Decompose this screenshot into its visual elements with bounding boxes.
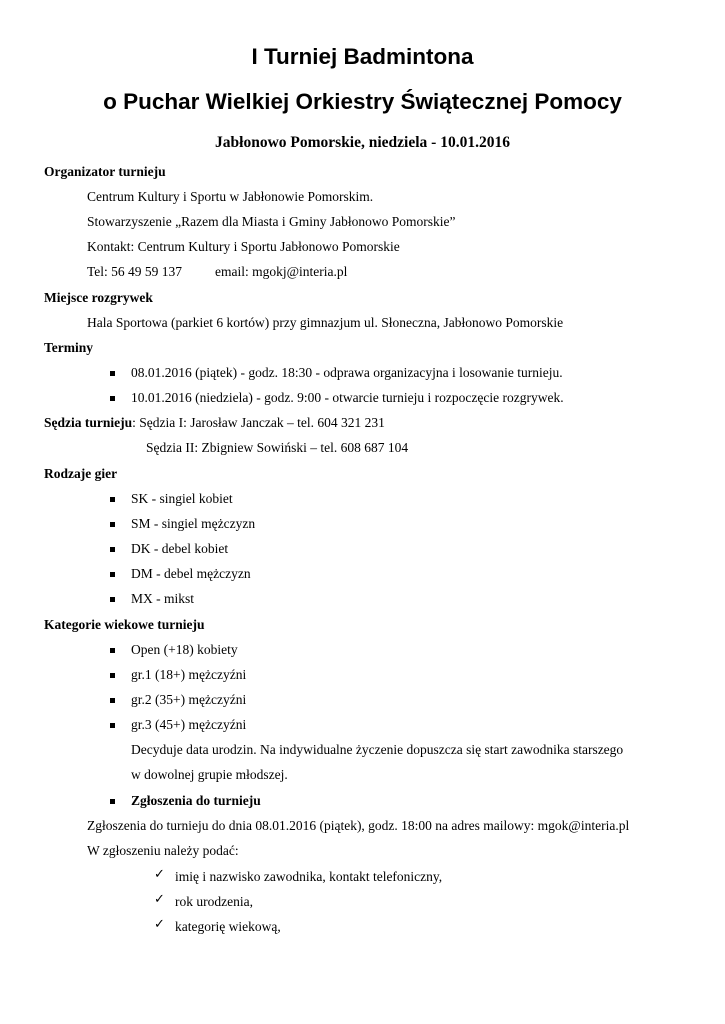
categories-heading: Kategorie wiekowe turnieju [44,617,205,632]
category-item: gr.3 (45+) mężczyźni [131,717,247,732]
organizer-email: email: mgokj@interia.pl [215,264,348,279]
event-subtitle: Jabłonowo Pomorskie, niedziela - 10.01.2016 [215,134,510,151]
game-item: SK - singiel kobiet [131,491,233,506]
category-item: gr.2 (35+) mężczyźni [131,692,247,707]
bullet-icon [110,673,115,678]
registration-item: kategorię wiekową, [175,919,281,934]
checkmark-icon: ✓ [154,917,165,932]
organizer-heading: Organizator turnieju [44,164,166,179]
bullet-icon [110,522,115,527]
organizer-contact: Kontakt: Centrum Kultury i Sportu Jabłonowo Pomorskie [87,239,400,254]
category-note-1: Decyduje data urodzin. Na indywidualne życzenie dopuszcza się start zawodnika starszego [131,742,624,757]
registration-heading: Zgłoszenia do turnieju [131,793,261,808]
bullet-icon [110,396,115,401]
bullet-icon [110,723,115,728]
registration-item: imię i nazwisko zawodnika, kontakt telefoniczny, [175,869,443,884]
organizer-line-2: Stowarzyszenie „Razem dla Miasta i Gminy Jabłonowo Pomorskie” [87,214,456,229]
referees-line-1 [44,415,385,431]
game-item: SM - singiel mężczyzn [131,516,256,531]
registration-item: rok urodzenia, [175,894,253,909]
category-note-2: w dowolnej grupie młodszej. [131,767,288,782]
terms-heading: Terminy [44,340,94,355]
bullet-icon [110,648,115,653]
term-item: 08.01.2016 (piątek) - godz. 18:30 - odprawa organizacyjna i losowanie turnieju. [131,365,563,380]
bullet-icon [110,799,115,804]
bullet-icon [110,698,115,703]
title-line-1: I Turniej Badmintona [251,44,474,69]
game-item: DM - debel mężczyzn [131,566,251,581]
game-item: MX - mikst [131,591,195,606]
venue-heading: Miejsce rozgrywek [44,290,153,305]
game-item: DK - debel kobiet [131,541,229,556]
games-heading: Rodzaje gier [44,466,118,481]
category-item: gr.1 (18+) mężczyźni [131,667,247,682]
referee-2: Sędzia II: Zbigniew Sowiński – tel. 608 687 104 [146,440,409,455]
checkmark-icon: ✓ [154,892,165,907]
term-item: 10.01.2016 (niedziela) - godz. 9:00 - otwarcie turnieju i rozpoczęcie rozgrywek. [131,390,564,405]
bullet-icon [110,371,115,376]
bullet-icon [110,572,115,577]
organizer-phone: Tel: 56 49 59 137 [87,264,183,279]
organizer-line-1: Centrum Kultury i Sportu w Jabłonowie Pomorskim. [87,189,374,204]
title-line-2: o Puchar Wielkiej Orkiestry Świątecznej Pomocy [103,89,622,114]
registration-deadline: Zgłoszenia do turnieju do dnia 08.01.2016 (piątek), godz. 18:00 na adres mailowy: mgok@interia.pl [87,818,630,833]
venue-line: Hala Sportowa (parkiet 6 kortów) przy gimnazjum ul. Słoneczna, Jabłonowo Pomorskie [87,315,564,330]
category-item: Open (+18) kobiety [131,642,238,657]
bullet-icon [110,597,115,602]
referee-1: : Sędzia I: Jarosław Janczak – tel. 604 321 231 [132,415,385,430]
bullet-icon [110,547,115,552]
referees-heading: Sędzia turnieju [44,415,133,430]
bullet-icon [110,497,115,502]
checkmark-icon: ✓ [154,867,165,882]
registration-instructions: W zgłoszeniu należy podać: [87,843,239,858]
